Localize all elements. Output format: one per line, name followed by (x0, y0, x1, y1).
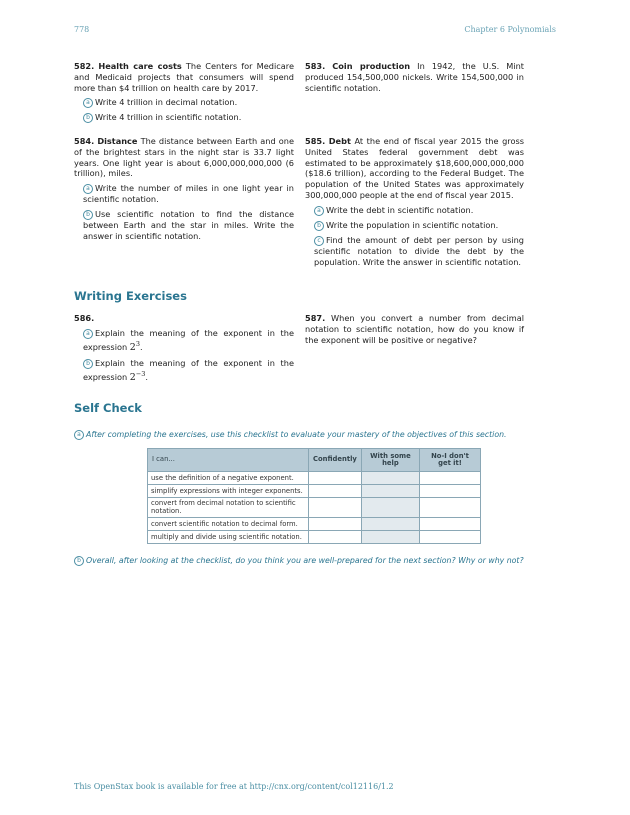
part-text: Write the debt in scientific notation. (326, 204, 474, 215)
dont-get-it-checkbox-cell[interactable] (419, 498, 480, 518)
exercise-part (74, 183, 294, 205)
dont-get-it-checkbox-cell[interactable] (419, 517, 480, 530)
objective-cell: convert from decimal notation to scientific notation. (148, 498, 309, 518)
confidently-checkbox-cell[interactable] (309, 498, 362, 518)
exercise-part (305, 220, 524, 231)
exercise-part (74, 112, 294, 123)
dont-get-it-checkbox-cell[interactable] (419, 485, 480, 498)
self-check-text: After completing the exercises, use this checklist to evaluate your mastery of the objectives of this section. (86, 430, 507, 439)
part-letter-badge: b (74, 556, 84, 566)
part-text: Find the amount of debt per person by using scientific notation to divide the debt by the population. Write the answer in scientific notation. (314, 234, 524, 267)
column-header: With some help (361, 449, 419, 472)
exercise-text: At the end of fiscal year 2015 the gross United States federal government debt was estimated to be approximately $18,600,000,000,000 ($18.6 trillion), according to the Federal Budget. The population of the United States was approximately 300,000,000 people at the end of fiscal year 2015. (305, 136, 524, 200)
exercise-title: Distance (97, 136, 138, 146)
writing-exercises-heading: Writing Exercises (74, 289, 187, 303)
objective-cell: convert scientific notation to decimal form. (148, 517, 309, 530)
table-row (148, 498, 481, 518)
exercise-585 (305, 136, 524, 267)
exercise-582 (74, 61, 294, 123)
column-header: No-I don't get it! (419, 449, 480, 472)
with-help-checkbox-cell[interactable] (361, 485, 419, 498)
self-check-instruction-a (74, 430, 554, 440)
chapter-title: Chapter 6 Polynomials (464, 25, 556, 34)
confidently-checkbox-cell[interactable] (309, 517, 362, 530)
exercise-part (305, 205, 524, 216)
exercise-title: Coin production (332, 61, 411, 71)
part-letter-badge: a (314, 206, 324, 216)
objective-cell: multiply and divide using scientific notation. (148, 530, 309, 543)
self-check-heading: Self Check (74, 401, 142, 415)
exercise-number: 583. (305, 61, 326, 71)
part-text: Write the number of miles in one light year in scientific notation. (83, 183, 294, 205)
dont-get-it-checkbox-cell[interactable] (419, 530, 480, 543)
confidently-checkbox-cell[interactable] (309, 530, 362, 543)
part-text: Use scientific notation to find the distance between Earth and the star in miles. Write the answer in scientific notation. (83, 208, 294, 241)
self-check-table (147, 448, 481, 544)
exercise-text: The distance between Earth and one of the brightest stars in the night star is 33.7 light years. One light year is about 6,000,000,000,000 (6 trillion), miles. (74, 136, 295, 179)
footer-link[interactable]: This OpenStax book is available for free at http://cnx.org/content/col12116/1.2 (74, 782, 394, 791)
part-letter-badge: b (83, 210, 93, 220)
table-header-row (148, 449, 481, 472)
confidently-checkbox-cell[interactable] (309, 485, 362, 498)
with-help-checkbox-cell[interactable] (361, 472, 419, 485)
exercise-part (74, 97, 294, 108)
part-text: Explain the meaning of the exponent in the expression (83, 327, 294, 352)
exercise-number: 585. (305, 136, 326, 146)
part-letter-badge: a (83, 98, 93, 108)
exercise-text: When you convert a number from decimal notation to scientific notation, how do you know if the exponent will be positive or negative? (305, 313, 524, 345)
exercise-586 (74, 313, 294, 384)
math-expression: $2^{-3}$ (129, 369, 146, 383)
self-check-text: Overall, after looking at the checklist, do you think you are well-prepared for the next section? Why or why not? (86, 556, 524, 565)
table-row (148, 472, 481, 485)
exercise-part (305, 235, 524, 268)
part-letter-badge: c (314, 236, 324, 246)
exercise-number: 584. (74, 136, 95, 146)
with-help-checkbox-cell[interactable] (361, 517, 419, 530)
part-text: Write the population in scientific notation. (326, 219, 499, 230)
table-row (148, 517, 481, 530)
part-letter-badge: a (83, 329, 93, 339)
column-header: I can... (148, 449, 309, 472)
objective-cell: simplify expressions with integer exponents. (148, 485, 309, 498)
self-check-instruction-b (74, 556, 554, 566)
page-number: 778 (74, 25, 90, 34)
exercise-583 (305, 61, 524, 93)
exercise-title: Debt (328, 136, 351, 146)
math-expression: $2^3$ (129, 339, 140, 353)
exercise-part (74, 209, 294, 242)
exercise-text: The Centers for Medicare and Medicaid projects that consumers will spend more than $4 trillion on health care by 2017. (74, 61, 294, 93)
exercise-number: 586. (74, 313, 95, 323)
objective-cell: use the definition of a negative exponent. (148, 472, 309, 485)
table-row (148, 530, 481, 543)
exercise-text: In 1942, the U.S. Mint produced 154,500,000 nickels. Write 154,500,000 in scientific notation. (305, 61, 524, 93)
with-help-checkbox-cell[interactable] (361, 530, 419, 543)
part-text: Explain the meaning of the exponent in the expression (83, 357, 294, 382)
part-letter-badge: b (83, 113, 93, 123)
confidently-checkbox-cell[interactable] (309, 472, 362, 485)
part-letter-badge: a (74, 430, 84, 440)
table-row (148, 485, 481, 498)
exercise-number: 587. (305, 313, 326, 323)
exercise-number: 582. (74, 61, 95, 71)
part-text: Write 4 trillion in scientific notation. (95, 112, 242, 123)
exercise-title: Health care costs (98, 61, 182, 71)
exercise-587 (305, 313, 524, 345)
part-letter-badge: a (83, 184, 93, 194)
dont-get-it-checkbox-cell[interactable] (419, 472, 480, 485)
exercise-584 (74, 136, 294, 242)
part-text: Write 4 trillion in decimal notation. (95, 97, 238, 108)
exercise-part: b Explain the meaning of the exponent in the expression $2^{-3}$. (83, 357, 294, 383)
part-letter-badge: b (314, 221, 324, 231)
with-help-checkbox-cell[interactable] (361, 498, 419, 518)
part-letter-badge: b (83, 359, 93, 369)
exercise-part: a Explain the meaning of the exponent in the expression $2^3$. (83, 327, 294, 353)
column-header: Confidently (309, 449, 362, 472)
